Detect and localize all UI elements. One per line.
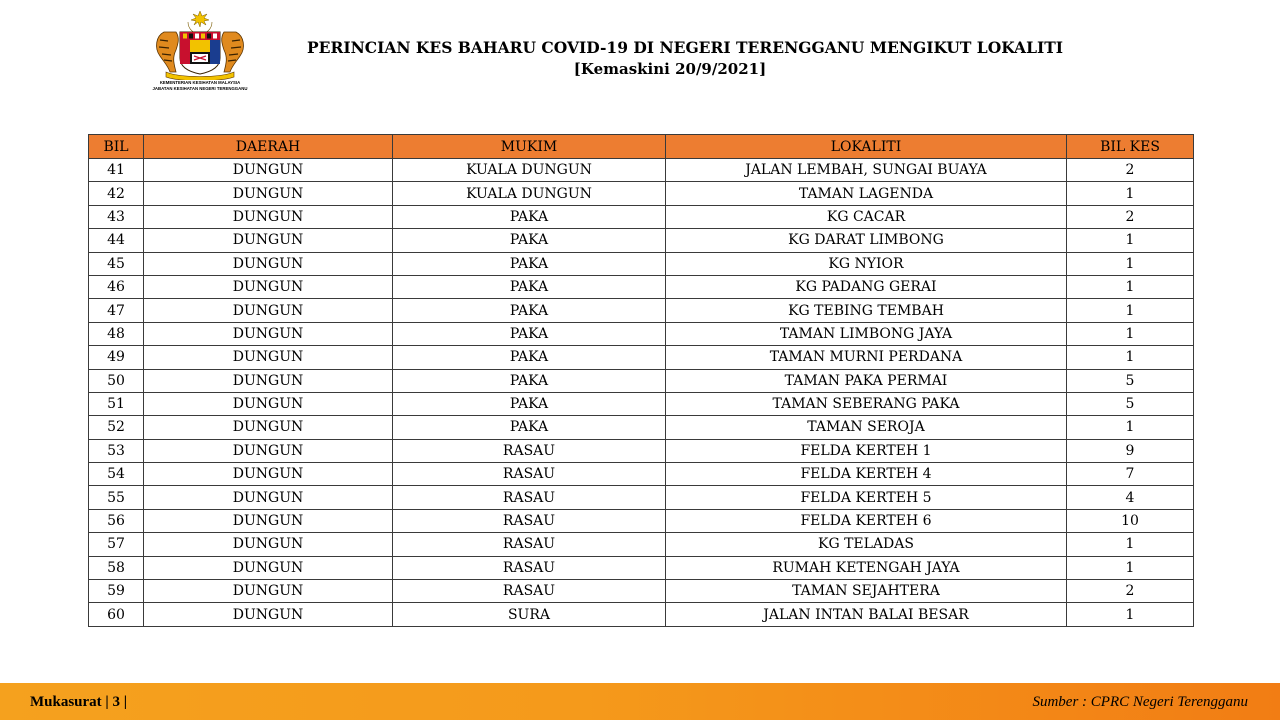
cell-mukim: PAKA [393, 299, 666, 322]
cell-bil: 60 [89, 603, 144, 626]
table-row [89, 369, 1194, 392]
cell-daerah: DUNGUN [144, 603, 393, 626]
cell-bil: 43 [89, 205, 144, 228]
table-row [89, 205, 1194, 228]
column-header-mukim: MUKIM [393, 135, 666, 159]
cell-mukim: PAKA [393, 252, 666, 275]
cell-bil-kes: 5 [1067, 392, 1194, 415]
cell-daerah: DUNGUN [144, 275, 393, 298]
update-date: [Kemaskini 20/9/2021] [573, 60, 767, 78]
column-header-daerah: DAERAH [144, 135, 393, 159]
cell-daerah: DUNGUN [144, 252, 393, 275]
cell-bil: 59 [89, 580, 144, 603]
cell-mukim: RASAU [393, 556, 666, 579]
cell-bil: 48 [89, 322, 144, 345]
column-header-lokaliti: LOKALITI [666, 135, 1067, 159]
cell-daerah: DUNGUN [144, 509, 393, 532]
coat-of-arms-icon [150, 10, 250, 80]
cell-bil-kes: 1 [1067, 322, 1194, 345]
cell-bil: 58 [89, 556, 144, 579]
cell-lokaliti: FELDA KERTEH 1 [666, 439, 1067, 462]
cell-bil-kes: 1 [1067, 556, 1194, 579]
cell-daerah: DUNGUN [144, 556, 393, 579]
cell-bil: 47 [89, 299, 144, 322]
cell-mukim: RASAU [393, 439, 666, 462]
cell-bil: 54 [89, 463, 144, 486]
table-row [89, 603, 1194, 626]
cell-bil-kes: 1 [1067, 275, 1194, 298]
cell-lokaliti: TAMAN LIMBONG JAYA [666, 322, 1067, 345]
source-note: Sumber : CPRC Negeri Terengganu [1032, 694, 1248, 710]
cell-lokaliti: KG DARAT LIMBONG [666, 229, 1067, 252]
cell-lokaliti: KG NYIOR [666, 252, 1067, 275]
cell-lokaliti: JALAN INTAN BALAI BESAR [666, 603, 1067, 626]
cell-bil: 52 [89, 416, 144, 439]
table-row [89, 509, 1194, 532]
cell-lokaliti: TAMAN SEJAHTERA [666, 580, 1067, 603]
table-row [89, 299, 1194, 322]
table-row [89, 252, 1194, 275]
cell-mukim: RASAU [393, 533, 666, 556]
cell-lokaliti: TAMAN PAKA PERMAI [666, 369, 1067, 392]
cell-mukim: RASAU [393, 509, 666, 532]
table-row [89, 556, 1194, 579]
table-row [89, 392, 1194, 415]
cell-lokaliti: FELDA KERTEH 5 [666, 486, 1067, 509]
cell-daerah: DUNGUN [144, 299, 393, 322]
cell-bil-kes: 2 [1067, 159, 1194, 182]
cell-lokaliti: KG PADANG GERAI [666, 275, 1067, 298]
cell-daerah: DUNGUN [144, 486, 393, 509]
table-header-row [89, 135, 1194, 159]
table-row [89, 439, 1194, 462]
cell-lokaliti: KG TELADAS [666, 533, 1067, 556]
cell-daerah: DUNGUN [144, 392, 393, 415]
table-row [89, 416, 1194, 439]
cell-lokaliti: TAMAN MURNI PERDANA [666, 346, 1067, 369]
cell-mukim: PAKA [393, 229, 666, 252]
cell-daerah: DUNGUN [144, 580, 393, 603]
cell-bil-kes: 5 [1067, 369, 1194, 392]
table-row [89, 229, 1194, 252]
cell-bil: 51 [89, 392, 144, 415]
logo-caption-ministry: KEMENTERIAN KESIHATAN MALAYSIA [159, 80, 241, 85]
table-row [89, 346, 1194, 369]
cell-lokaliti: FELDA KERTEH 6 [666, 509, 1067, 532]
table-row [89, 182, 1194, 205]
cell-mukim: PAKA [393, 392, 666, 415]
cell-daerah: DUNGUN [144, 182, 393, 205]
table-row [89, 275, 1194, 298]
cell-lokaliti: FELDA KERTEH 4 [666, 463, 1067, 486]
cell-bil-kes: 1 [1067, 182, 1194, 205]
cell-bil-kes: 1 [1067, 416, 1194, 439]
table-row [89, 486, 1194, 509]
cell-daerah: DUNGUN [144, 463, 393, 486]
table-row [89, 463, 1194, 486]
table-row [89, 322, 1194, 345]
cell-lokaliti: TAMAN SEROJA [666, 416, 1067, 439]
cases-table [88, 134, 1194, 627]
cell-daerah: DUNGUN [144, 229, 393, 252]
column-header-bil: BIL [89, 135, 144, 159]
table-row [89, 533, 1194, 556]
cell-mukim: PAKA [393, 205, 666, 228]
cell-bil-kes: 4 [1067, 486, 1194, 509]
cell-bil: 57 [89, 533, 144, 556]
cell-bil: 55 [89, 486, 144, 509]
cell-bil-kes: 7 [1067, 463, 1194, 486]
cell-bil-kes: 10 [1067, 509, 1194, 532]
cell-bil: 50 [89, 369, 144, 392]
cell-lokaliti: TAMAN LAGENDA [666, 182, 1067, 205]
cell-daerah: DUNGUN [144, 205, 393, 228]
cell-bil: 42 [89, 182, 144, 205]
cell-bil-kes: 1 [1067, 299, 1194, 322]
cell-mukim: RASAU [393, 463, 666, 486]
cell-bil: 46 [89, 275, 144, 298]
cell-bil: 45 [89, 252, 144, 275]
page-title: PERINCIAN KES BAHARU COVID-19 DI NEGERI TERENGGANU MENGIKUT LOKALITI [306, 38, 1064, 57]
cell-mukim: PAKA [393, 275, 666, 298]
cell-daerah: DUNGUN [144, 416, 393, 439]
logo-caption-department: JABATAN KESIHATAN NEGERI TERENGGANU [152, 86, 248, 91]
cell-lokaliti: KG TEBING TEMBAH [666, 299, 1067, 322]
cell-bil: 53 [89, 439, 144, 462]
cell-bil-kes: 9 [1067, 439, 1194, 462]
cell-mukim: PAKA [393, 322, 666, 345]
cell-bil-kes: 2 [1067, 205, 1194, 228]
cell-bil-kes: 1 [1067, 533, 1194, 556]
column-header-bil-kes: BIL KES [1067, 135, 1194, 159]
cell-daerah: DUNGUN [144, 533, 393, 556]
cell-mukim: PAKA [393, 416, 666, 439]
page-number: Mukasurat | 3 | [30, 694, 128, 710]
cell-mukim: PAKA [393, 369, 666, 392]
cell-mukim: RASAU [393, 486, 666, 509]
footer-bar [0, 683, 1280, 720]
table-row [89, 580, 1194, 603]
cell-mukim: PAKA [393, 346, 666, 369]
cell-daerah: DUNGUN [144, 439, 393, 462]
cell-daerah: DUNGUN [144, 369, 393, 392]
cell-bil: 44 [89, 229, 144, 252]
cell-bil: 56 [89, 509, 144, 532]
cell-daerah: DUNGUN [144, 322, 393, 345]
cell-mukim: KUALA DUNGUN [393, 159, 666, 182]
cell-mukim: KUALA DUNGUN [393, 182, 666, 205]
cell-daerah: DUNGUN [144, 159, 393, 182]
cell-lokaliti: JALAN LEMBAH, SUNGAI BUAYA [666, 159, 1067, 182]
cell-bil-kes: 1 [1067, 252, 1194, 275]
cell-bil-kes: 2 [1067, 580, 1194, 603]
cell-lokaliti: KG CACAR [666, 205, 1067, 228]
table-row [89, 159, 1194, 182]
cell-bil-kes: 1 [1067, 603, 1194, 626]
cell-bil-kes: 1 [1067, 346, 1194, 369]
cell-bil: 49 [89, 346, 144, 369]
cell-lokaliti: RUMAH KETENGAH JAYA [666, 556, 1067, 579]
cell-mukim: SURA [393, 603, 666, 626]
cell-bil-kes: 1 [1067, 229, 1194, 252]
cell-bil: 41 [89, 159, 144, 182]
cell-lokaliti: TAMAN SEBERANG PAKA [666, 392, 1067, 415]
cell-mukim: RASAU [393, 580, 666, 603]
cell-daerah: DUNGUN [144, 346, 393, 369]
